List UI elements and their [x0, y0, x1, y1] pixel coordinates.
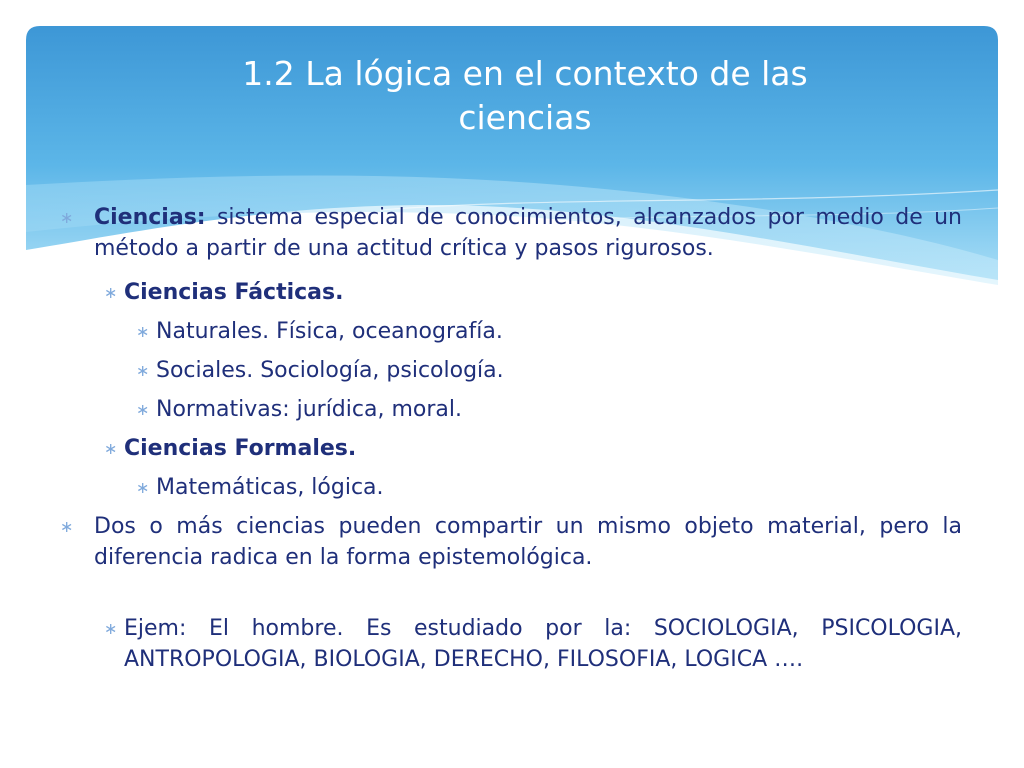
- bullet-icon: ∗: [136, 322, 150, 341]
- slide-body: [60, 202, 962, 675]
- text-naturales: Naturales. Física, oceanografía.: [156, 319, 503, 344]
- bullet-ejemplo: [60, 613, 962, 675]
- slide-title-line-1: 1.2 La lógica en el contexto de las: [242, 54, 808, 93]
- bullet-icon: ∗: [60, 208, 74, 227]
- text-sociales: Sociales. Sociología, psicología.: [156, 358, 504, 383]
- bullet-icon: ∗: [136, 478, 150, 497]
- bullet-icon: ∗: [104, 283, 118, 302]
- slide-title-line-2: ciencias: [458, 98, 592, 137]
- text-matematicas: Matemáticas, lógica.: [156, 475, 384, 500]
- bullet-matematicas: [60, 472, 962, 503]
- text-normativas: Normativas: jurídica, moral.: [156, 397, 462, 422]
- definition-ciencias: sistema especial de conocimientos, alcanzados por medio de un método a partir de una actitud crítica y pasos rigurosos.: [94, 205, 962, 261]
- bullet-dos-o-mas: [60, 511, 962, 573]
- slide-title: [200, 52, 850, 140]
- bullet-ciencias-facticas: [60, 277, 962, 308]
- bullet-icon: ∗: [136, 361, 150, 380]
- term-ciencias-facticas: Ciencias Fácticas.: [124, 280, 344, 305]
- bullet-icon: ∗: [60, 517, 74, 536]
- bullet-icon: ∗: [104, 619, 118, 638]
- bullet-sociales: [60, 355, 962, 386]
- bullet-normativas: [60, 394, 962, 425]
- text-dos-o-mas: Dos o más ciencias pueden compartir un mismo objeto material, pero la diferencia radica en la forma epistemológica.: [94, 514, 962, 570]
- bullet-ciencias: [60, 202, 962, 264]
- term-ciencias: Ciencias:: [94, 205, 206, 230]
- bullet-icon: ∗: [104, 439, 118, 458]
- term-ciencias-formales: Ciencias Formales.: [124, 436, 357, 461]
- bullet-ciencias-formales: [60, 433, 962, 464]
- bullet-icon: ∗: [136, 400, 150, 419]
- text-ejemplo: Ejem: El hombre. Es estudiado por la: SOCIOLOGIA, PSICOLOGIA, ANTROPOLOGIA, BIOLOGIA, DERECHO, FILOSOFIA, LOGICA ….: [124, 616, 962, 672]
- bullet-naturales: [60, 316, 962, 347]
